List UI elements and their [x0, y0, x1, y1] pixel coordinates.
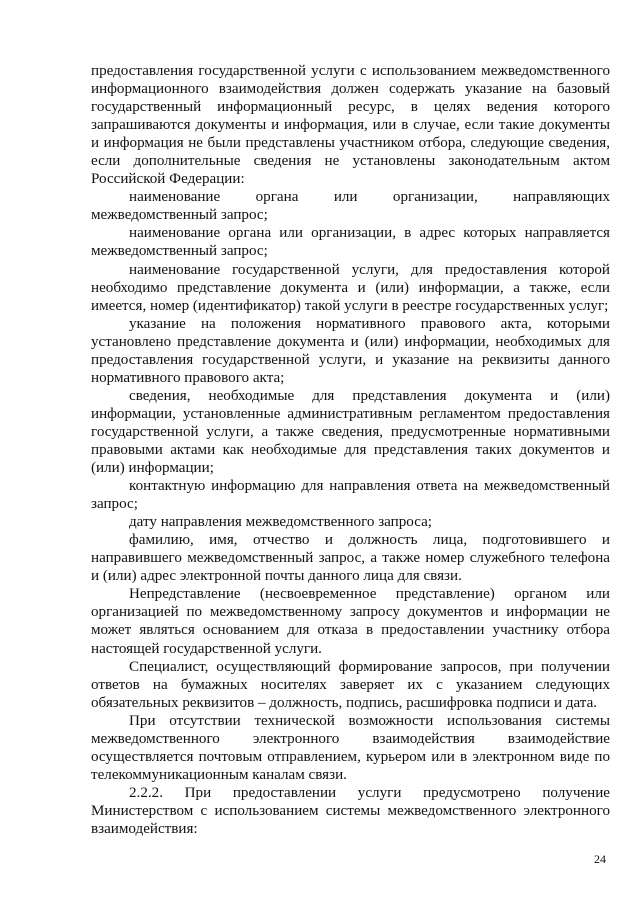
list-item-responsible-person: фамилию, имя, отчество и должность лица, подготовившего и направившего межведомственный запрос, а также номер служебного телефона и (или) адрес электронной почты данного лица для связи. [91, 532, 610, 585]
page-number: 24 [594, 852, 606, 866]
list-item-legal-act: указание на положения нормативного правового акта, которыми установлено представление документа и (или) информации, необходимых для предоставления государственной услуги, и указание на реквизиты данного нормативного правового акта; [91, 315, 610, 386]
document-body [91, 62, 610, 838]
list-item-request-date: дату направления межведомственного запроса; [129, 514, 433, 531]
paragraph-non-submission: Непредставление (несвоевременное представление) органом или организацией по межведомственному запросу документов и информации не может являться основанием для отказа в предоставлении участнику отбора настоящей государственной услуги. [91, 586, 610, 657]
paragraph-specialist: Специалист, осуществляющий формирование запросов, при получении ответов на бумажных носителях заверяет их с указанием следующих обязательных реквизитов – должность, подпись, расшифровка подписи и дата. [91, 658, 610, 711]
list-item-required-info: сведения, необходимые для представления документа и (или) информации, установленные административным регламентом предоставления государственной услуги, а также сведения, предусмотренные нормативными правовыми актами как необходимые для представления таких документов и (или) информации; [91, 387, 610, 477]
list-item-service-name: наименование государственной услуги, для предоставления которой необходимо представление документа и (или) информации, а также, если имеется, номер (идентификатор) такой услуги в реестре государственных услуг; [91, 261, 610, 314]
list-item-recipient-name: наименование органа или организации, в адрес которых направляется межведомственный запрос; [91, 225, 610, 260]
list-item-sender-name: наименование органа или организации, направляющих межведомственный запрос; [91, 189, 610, 224]
paragraph-section-2-2-2: 2.2.2. При предоставлении услуги предусмотрено получение Министерством с использованием системы межведомственного электронного взаимодействия: [91, 784, 610, 837]
list-item-contact-info: контактную информацию для направления ответа на межведомственный запрос; [91, 478, 610, 513]
paragraph-no-technical-possibility: При отсутствии технической возможности использования системы межведомственного электронного взаимодействия взаимодействие осуществляется почтовым отправлением, курьером или в электронном виде по телекоммуникационным каналам связи. [91, 712, 610, 783]
paragraph-request-requirements: предоставления государственной услуги с использованием межведомственного информационного взаимодействия должен содержать указание на базовый государственный информационный ресурс, в целях ведения которого запрашиваются документы и информация, или в случае, если такие документы и информация не были представлены участником отбора, следующие сведения, если дополнительные сведения не установлены законодательным актом Российской Федерации: [91, 63, 610, 188]
